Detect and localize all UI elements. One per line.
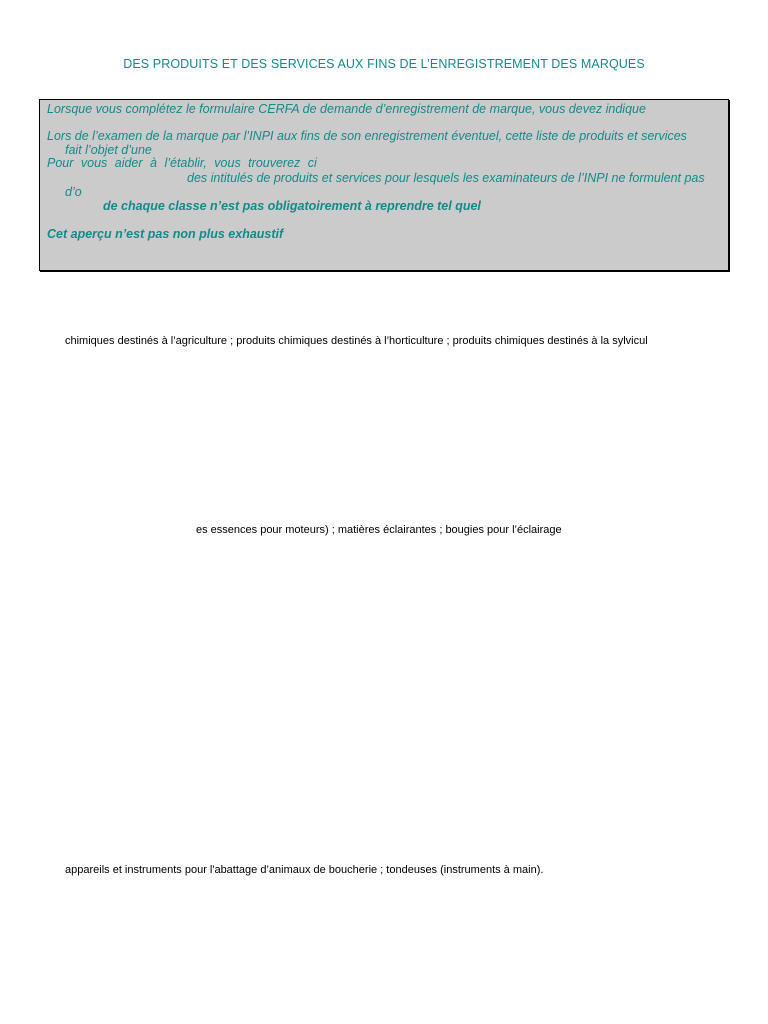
class-4-text: es essences pour moteurs) ; matières éclairantes ; bougies pour l’éclairage	[196, 524, 562, 536]
notice-line-class-warning: de chaque classe n’est pas obligatoirement à reprendre tel quel	[103, 199, 481, 213]
document-title: DES PRODUITS ET DES SERVICES AUX FINS DE L’ENREGISTREMENT DES MARQUES	[123, 57, 645, 71]
notice-line-headings: des intitulés de produits et services pour lesquels les examinateurs de l’INPI ne formulent pas	[187, 171, 705, 185]
notice-line-examination: Lors de l’examen de la marque par l’INPI aux fins de son enregistrement éventuel, cette liste de produits et services	[47, 129, 687, 143]
notice-line-object: fait l’objet d’une	[65, 143, 152, 157]
notice-line-help: Pour vous aider à l’établir, vous trouverez ci	[47, 156, 317, 170]
notice-line-not-exhaustive: Cet aperçu n’est pas non plus exhaustif	[47, 227, 284, 241]
notice-line-intro: Lorsque vous complétez le formulaire CERFA de demande d’enregistrement de marque, vous devez indique	[47, 102, 646, 116]
notice-box	[39, 99, 729, 271]
class-8-text: appareils et instruments pour l'abattage d’animaux de boucherie ; tondeuses (instruments à main).	[65, 864, 544, 876]
notice-line-fragment: d’o	[65, 185, 82, 199]
class-1-text: chimiques destinés à l’agriculture ; produits chimiques destinés à l’horticulture ; produits chimiques destinés à la sylvicul	[65, 335, 648, 347]
